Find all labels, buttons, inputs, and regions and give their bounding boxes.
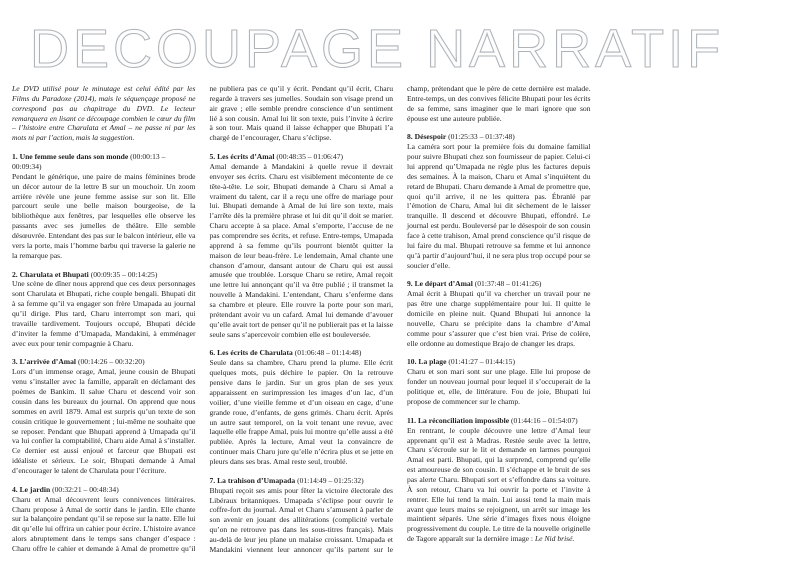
section-title: 10. La plage	[407, 357, 447, 367]
section-body: Charu et son mari sont sur une plage. Elle lui propose de fonder un nouveau journal pour lequel il s’occuperait de la politique et, elle, de littérature. Fou de joie, Bhupati lui propose de commencer sur le champ.	[407, 367, 591, 406]
section-title: 5. Les écrits d’Amal	[209, 152, 275, 162]
section-heading	[407, 416, 591, 426]
section-heading	[407, 279, 591, 289]
section-heading	[12, 357, 196, 367]
section-timecode: (01:44:16 – 01:54:07)	[511, 415, 578, 425]
section-heading	[210, 476, 394, 486]
section-timecode: (00:48:35 – 01:06:47)	[276, 152, 344, 162]
article-columns	[12, 84, 788, 556]
section-body: Seule dans sa chambre, Charu prend la plume. Elle écrit quelques mots, puis déchire le papier. On la retrouve pensive dans le jardin. Sur un gros plan de ses yeux apparaissent en surimpression les images d’un lac, d’un voilier, d’une vieille femme et d’un oiseau en cage, d’une grande roue, d’enfants, de gens grimés. Charu écrit. Après un autre saut temporel, on la voit tenant une revue, avec laquelle elle frappe Amal, puis lui montre qu’elle aussi a été publiée. Après la lecture, Amal veut la convaincre de continuer mais Charu jure qu’elle n’écrira plus et se jette en pleurs dans ses bras. Amal reste seul, troublé.	[209, 358, 393, 466]
section-title: 11. La réconciliation impossible	[407, 415, 510, 425]
section-body: Bhupati reçoit ses amis pour fêter la victoire électorale des Libéraux britanniques. Umapada s’éclipse pour ouvrir le coffre-fort du journal. Amal et Charu s’amusent à parler de son avenir en jouant des allitérations (complicité verbale qu’on ne retrouve pas dans les sous-titres français). Mais au-delà de leur jeu plane un malaise croissant. Umapada et Mandakini viennent leur annoncer qu’ils partent sur le champ, prétendant que le père de cette dernière est malade. Entre-temps, un des convives félicite Bhupati pour les écrits de sa femme, sans imaginer que le mari ignore que son épouse est une auteure publiée.	[209, 84, 591, 554]
section-2	[12, 270, 196, 349]
section-heading	[407, 132, 591, 142]
section-timecode: (00:14:26 – 00:32:20)	[77, 357, 145, 367]
section-heading	[210, 152, 394, 162]
section-timecode: (01:25:33 – 01:37:48)	[448, 132, 515, 142]
section-9	[407, 279, 591, 348]
section-title: 9. Le départ d’Amal	[407, 279, 473, 289]
section-heading	[210, 348, 394, 358]
section-heading	[12, 270, 196, 280]
section-title: 6. Les écrits de Charulata	[209, 348, 293, 358]
section-timecode: (00:00:13 – 00:09:34)	[12, 152, 166, 172]
section-body: Amal écrit à Bhupati qu’il va chercher un travail pour ne pas être une charge supplémentaire pour lui. Il quitte le domicile en pleine nuit. Quand Bhupati lui annonce la nouvelle, Charu se précipite dans la chambre d’Amal comme pour s’assurer que c’est bien vrai. Prise de colère, elle ordonne au domestique Brajo de changer les draps.	[407, 289, 591, 348]
section-body	[407, 426, 591, 544]
section-timecode: (00:09:35 – 00:14:25)	[90, 269, 158, 279]
intro-note: Le DVD utilisé pour le minutage est celui édité par les Films du Paradoxe (2014), mais le séquençage proposé ne correspond pas au chapitrage du DVD. Le lecteur remarquera en lisant ce découpage combien le cœur du film – l’histoire entre Charulata et Amal – ne passe ni par les mots ni par l’action, mais la suggestion.	[12, 84, 196, 143]
section-body-text: En rentrant, le couple découvre une lettre d’Amal leur apprenant qu’il est à Madras. Restée seule avec la lettre, Charu s’écroule sur le lit et demande en larmes pourquoi Amal est parti. Bhupati, qui la surprend, comprend qu’elle est amoureuse de son cousin. Il s’échappe et le bruit de ses pas alerte Charu. Bhupati sort et s’effondre dans sa voiture. À son retour, Charu va lui ouvrir la porte et l’invite à rentrer. Elle lui tend la main. Lui aussi tend la main mais avant que leurs mains se rejoignent, un arrêt sur image les maintient séparés. Une série d’images fixes nous éloigne progressivement du couple. Le titre de la nouvelle originelle de Tagore apparaît sur la dernière image :	[407, 425, 591, 544]
section-title: 3. L’arrivée d’Amal	[12, 357, 77, 367]
section-6	[210, 348, 394, 466]
section-timecode: (01:06:48 – 01:14:48)	[294, 348, 362, 358]
section-5	[210, 152, 394, 339]
section-timecode: (01:14:49 – 01:25:32)	[297, 475, 364, 485]
section-timecode: (01:41:27 – 01:44:15)	[448, 357, 516, 367]
section-body: Une scène de dîner nous apprend que ces deux personnages sont Charulata et Bhupati, riche couple bengali. Bhupati dit à sa femme qu’il va engager son frère Umapada au journal qu’il dirige. Plus tard, Charu interrompt son mari, qui travaille tardivement. Toujours occupé, Bhupati décide d’inviter la femme d’Umapada, Mandakini, à emménager avec eux pour tenir compagnie à Charu.	[12, 279, 196, 348]
section-body: Amal demande à Mandakini à quelle revue il devrait envoyer ses écrits. Charu est visiblement mécontente de ce tête-à-tête. Le soir, Bhupati demande à Charu si Amal a vraiment du talent, car il a reçu une offre de mariage pour lui. Bhupati demande à Amal de lui lire son texte, mais l’arrête dès la première phrase et lui dit qu’il doit se marier. Charu accepte à sa place. Amal s’emporte, l’accuse de ne pas comprendre ses écrits, et refuse. Entre-temps, Umapada apprend à sa femme qu’ils pourront bientôt quitter la maison de leur beau-frère. Le lendemain, Amal chante une chanson d’amour, dansant autour de Charu qui est aussi amusée que troublée. Lorsque Charu se retire, Amal reçoit une lettre lui annonçant qu’il va être publié ; il transmet la nouvelle à Mandakini. L’entendant, Charu s’enferme dans sa chambre et pleure. Elle rouvre la porte pour son mari, prétendant avoir vu un cafard. Amal lui demande d’avouer qu’elle avait tort de penser qu’il ne publierait pas et la laisse seule sans s’apercevoir combien elle est bouleversée.	[209, 162, 393, 339]
section-title: 7. La trahison d’Umapada	[209, 475, 296, 485]
section-body: Lors d’un immense orage, Amal, jeune cousin de Bhupati venu s’installer avec la famille, apparaît en déclamant des poèmes de Bankim. Il salue Charu et descend voir son cousin dans les bureaux du journal. On apprend que nous sommes en avril 1879. Amal est surpris qu’un texte de son cousin critique le gouvernement ; lui-même ne souhaite que se reposer. Pendant que Bhupati apprend à Umapada qu’il va lui confier la comptabilité, Charu aide Amal à s’installer. Ce dernier est aussi enjoué et farceur que Bhupati est idéaliste et sérieux. Le soir, Bhupati demande à Amal d’encourager le talent de Charulata pour l’écriture.	[12, 367, 196, 475]
section-heading	[12, 152, 196, 172]
section-title: 8. Désespoir	[407, 132, 447, 142]
section-title: 4. Le jardin	[12, 484, 51, 494]
page-title: DECOUPAGE NARRATIF	[30, 19, 725, 79]
section-body: La caméra sort pour la première fois du domaine familial pour suivre Bhupati chez son fournisseur de papier. Celui-ci lui apprend qu’Umapada ne règle plus les factures depuis des semaines. À la maison, Charu et Amal s’inquiètent du retard de Bhupati. Charu demande à Amal de promettre que, quoi qu’il arrive, il ne les quittera pas. Ébranlé par l’émotion de Charu, Amal lui dit sèchement de le laisser tranquille. Il descend et découvre Bhupati, effondré. Le journal est perdu. Bouleversé par le désespoir de son cousin face à cette trahison, Amal prend conscience qu’il risque de lui faire du mal. Bhupati retrouve sa femme et lui annonce qu’à partir d’aujourd’hui, il ne sera plus trop occupé pour se soucier d’elle.	[407, 142, 591, 270]
section-8	[407, 132, 591, 270]
section-title: 2. Charulata et Bhupati	[12, 269, 89, 279]
section-body: Pendant le générique, une paire de mains féminines brode un décor autour de la lettre B sur un mouchoir. Un zoom arrière révèle une jeune femme assise sur son lit. Elle parcourt seule une belle maison bourgeoise, de la bibliothèque aux fenêtres, par lesquelles elle observe les passants avec ses jumelles de théâtre. Elle semble désœuvrée. Entendant des pas sur le balcon intérieur, elle va vers la porte, mais l’homme barbu qui traverse la galerie ne la remarque pas.	[12, 171, 196, 260]
book-title: Le Nid brisé.	[534, 534, 575, 544]
section-title: 1. Une femme seule dans son monde	[12, 152, 129, 162]
section-timecode: (01:37:48 – 01:41:26)	[474, 279, 542, 289]
section-3	[12, 357, 196, 475]
section-10	[407, 357, 591, 406]
section-heading	[12, 485, 196, 495]
section-heading	[407, 357, 591, 367]
section-body: Charu et Amal découvrent leurs connivences littéraires. Charu propose à Amal de sortir dans le jardin. Elle chante sur la balançoire pendant qu’il se repose sur la natte. Elle lui dit qu’elle lui offrira un cahier pour écrire. L’histoire avance alors abruptement dans le temps sans changer d’espace : Charu offre le cahier et demande à Amal de promettre qu’il ne publiera pas ce qu’il y écrit. Pendant qu’il écrit, Charu regarde à travers ses jumelles. Soudain son visage prend un air grave ; elle semble prendre conscience d’un sentiment lié à son cousin. Amal lui lit son texte, puis l’invite à écrire à son tour. Mais quand il laisse échapper que Bhupati l’a chargé de l’encourager, Charu s’éclipse.	[12, 84, 393, 553]
section-timecode: (00:32:21 – 00:48:34)	[52, 484, 119, 494]
section-11	[407, 416, 591, 544]
section-1	[12, 152, 196, 260]
